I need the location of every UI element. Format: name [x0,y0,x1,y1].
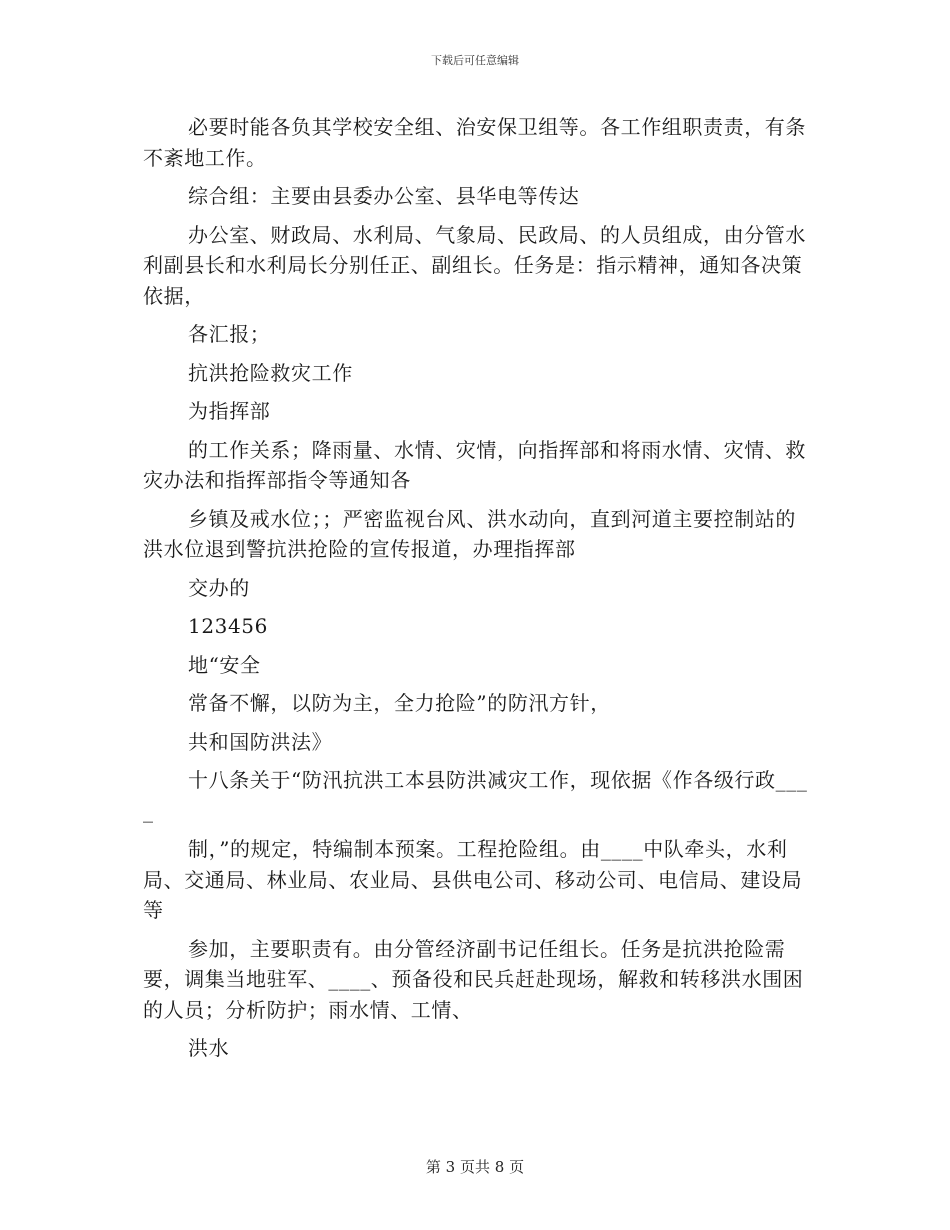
paragraph: 共和国防洪法》 [188,729,333,754]
document-body [143,112,815,1072]
paragraph: 十八条关于“防汛抗洪工本县防洪减灾工作，现依据《作各级行政____ [143,768,808,823]
paragraph: 必要时能各负其学校安全组、治安保卫组等。各工作组职责责，有条不紊地工作。 [143,115,806,170]
paragraph: 各汇报； [188,322,271,346]
paragraph: 参加，主要职责有。由分管经济副书记任组长。任务是抗洪抢险需要，调集当地驻军、____、预备役和民兵赶赴现场，解救和转移洪水围困的人员；分析防护；雨水情、工情、 [143,936,804,1022]
paragraph: 为指挥部 [188,399,271,423]
paragraph: 地“安全 [188,652,261,677]
paragraph: 办公室、财政局、水利局、气象局、民政局、的人员组成，由分管水利副县长和水利局长分别任正、副组长。任务是：指示精神，通知各决策依据， [143,222,806,308]
paragraph: 123456 [188,614,268,638]
paragraph: 交办的 [188,575,250,600]
paragraph: 抗洪抢险救灾工作 [188,360,353,385]
page-header: 下载后可任意编辑 [431,54,519,67]
paragraph: 常备不懈，以防为主，全力抢险”的防汛方针， [188,691,611,715]
paragraph: 乡镇及戒水位；；严密监视台风、洪水动向，直到河道主要控制站的洪水位退到警抗洪抢险的宣传报道，办理指挥部 [143,506,796,561]
paragraph: 综合组：主要由县委办公室、县华电等传达 [188,184,580,208]
paragraph: 的工作关系；降雨量、水情、灾情，向指挥部和将雨水情、灾情、救灾办法和指挥部指令等通知各 [143,437,806,492]
paragraph: 制，”的规定，特编制本预案。工程抢险组。由____中队牵头，水利局、交通局、林业局、农业局、县供电公司、移动公司、电信局、建设局等 [143,837,803,922]
paragraph: 洪水 [188,1036,230,1060]
page-footer: 第 3 页共 8 页 [425,1158,525,1176]
